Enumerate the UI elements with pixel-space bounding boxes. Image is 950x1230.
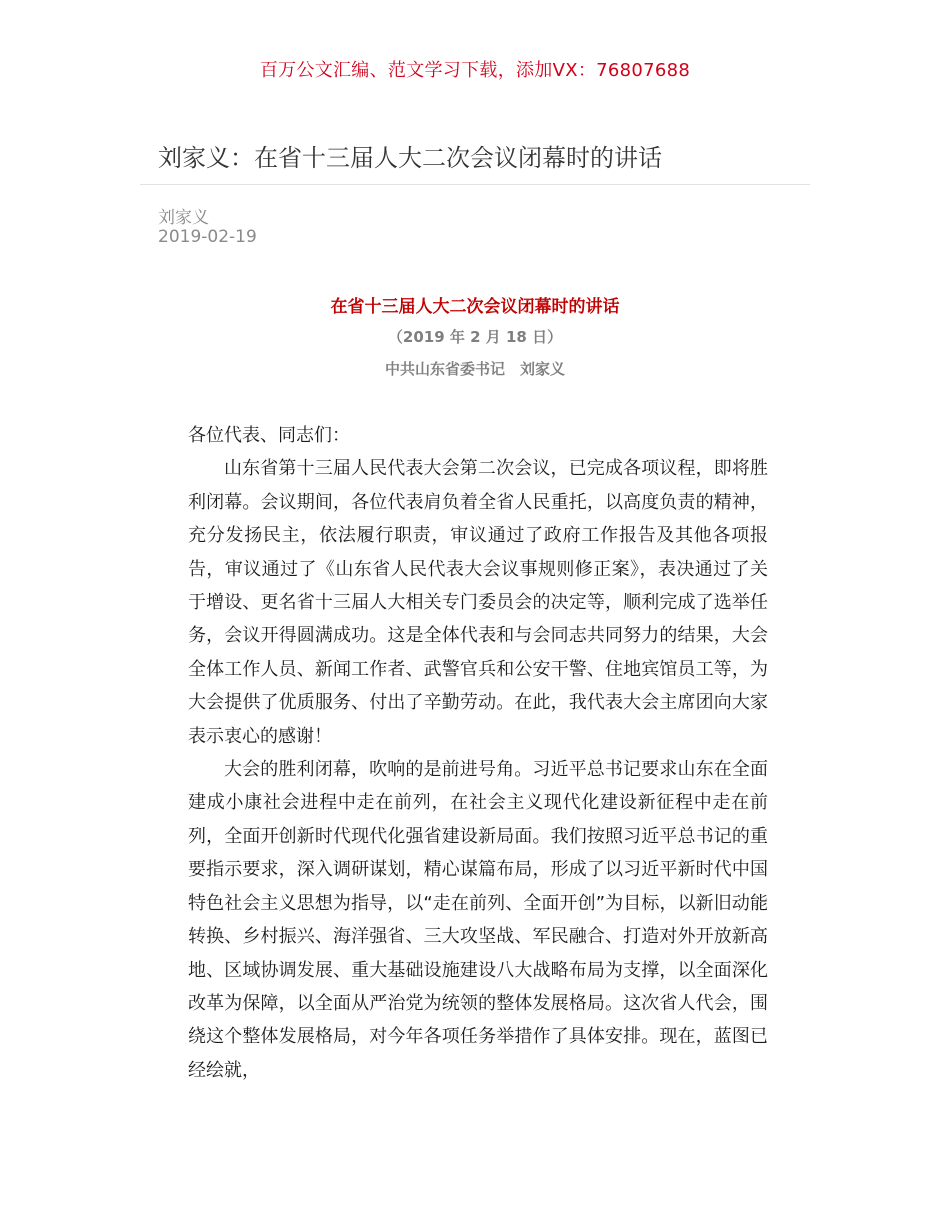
body-paragraph: 大会的胜利闭幕，吹响的是前进号角。习近平总书记要求山东在全面建成小康社会进程中走在前列，在社会主义现代化建设新征程中走在前列，全面开创新时代现代化强省建设新局面。我们按照习近平总书记的重要指示要求，深入调研谋划，精心谋篇布局，形成了以习近平新时代中国特色社会主义思想为指导，以“走在前列、全面开创”为目标，以新旧动能转换、乡村振兴、海洋强省、三大攻坚战、军民融合、打造对外开放新高地、区域协调发展、重大基础设施建设八大战略布局为支撑，以全面深化改革为保障，以全面从严治党为统领的整体发展格局。这次省人代会，围绕这个整体发展格局，对今年各项任务举措作了具体安排。现在，蓝图已经绘就， — [188, 759, 768, 1081]
body-paragraph: 山东省第十三届人民代表大会第二次会议，已完成各项议程，即将胜利闭幕。会议期间，各位代表肩负着全省人民重托，以高度负责的精神，充分发扬民主，依法履行职责，审议通过了政府工作报告及其他各项报告，审议通过了《山东省人民代表大会议事规则修正案》，表决通过了关于增设、更名省十三届人大相关专门委员会的决定等，顺利完成了选举任务，会议开得圆满成功。这是全体代表和与会同志共同努力的结果，大会全体工作人员、新闻工作者、武警官兵和公安干警、住地宾馆员工等，为大会提供了优质服务、付出了辛勤劳动。在此，我代表大会主席团向大家表示衷心的感谢！ — [188, 458, 768, 747]
title-divider — [140, 184, 810, 185]
article-byline: 中共山东省委书记 刘家义 — [384, 360, 565, 378]
publish-date: 2019-02-19 — [158, 227, 257, 247]
watermark-banner: 百万公文汇编、范文学习下载，添加VX：76807688 — [259, 60, 691, 81]
author-name: 刘家义 — [158, 208, 209, 228]
article-body — [188, 419, 768, 1087]
article-date-line: （2019 年 2 月 18 日） — [387, 328, 563, 346]
salutation: 各位代表、同志们： — [188, 425, 350, 446]
page-title: 刘家义：在省十三届人大二次会议闭幕时的讲话 — [158, 144, 662, 172]
article-heading: 在省十三届人大二次会议闭幕时的讲话 — [330, 297, 620, 317]
